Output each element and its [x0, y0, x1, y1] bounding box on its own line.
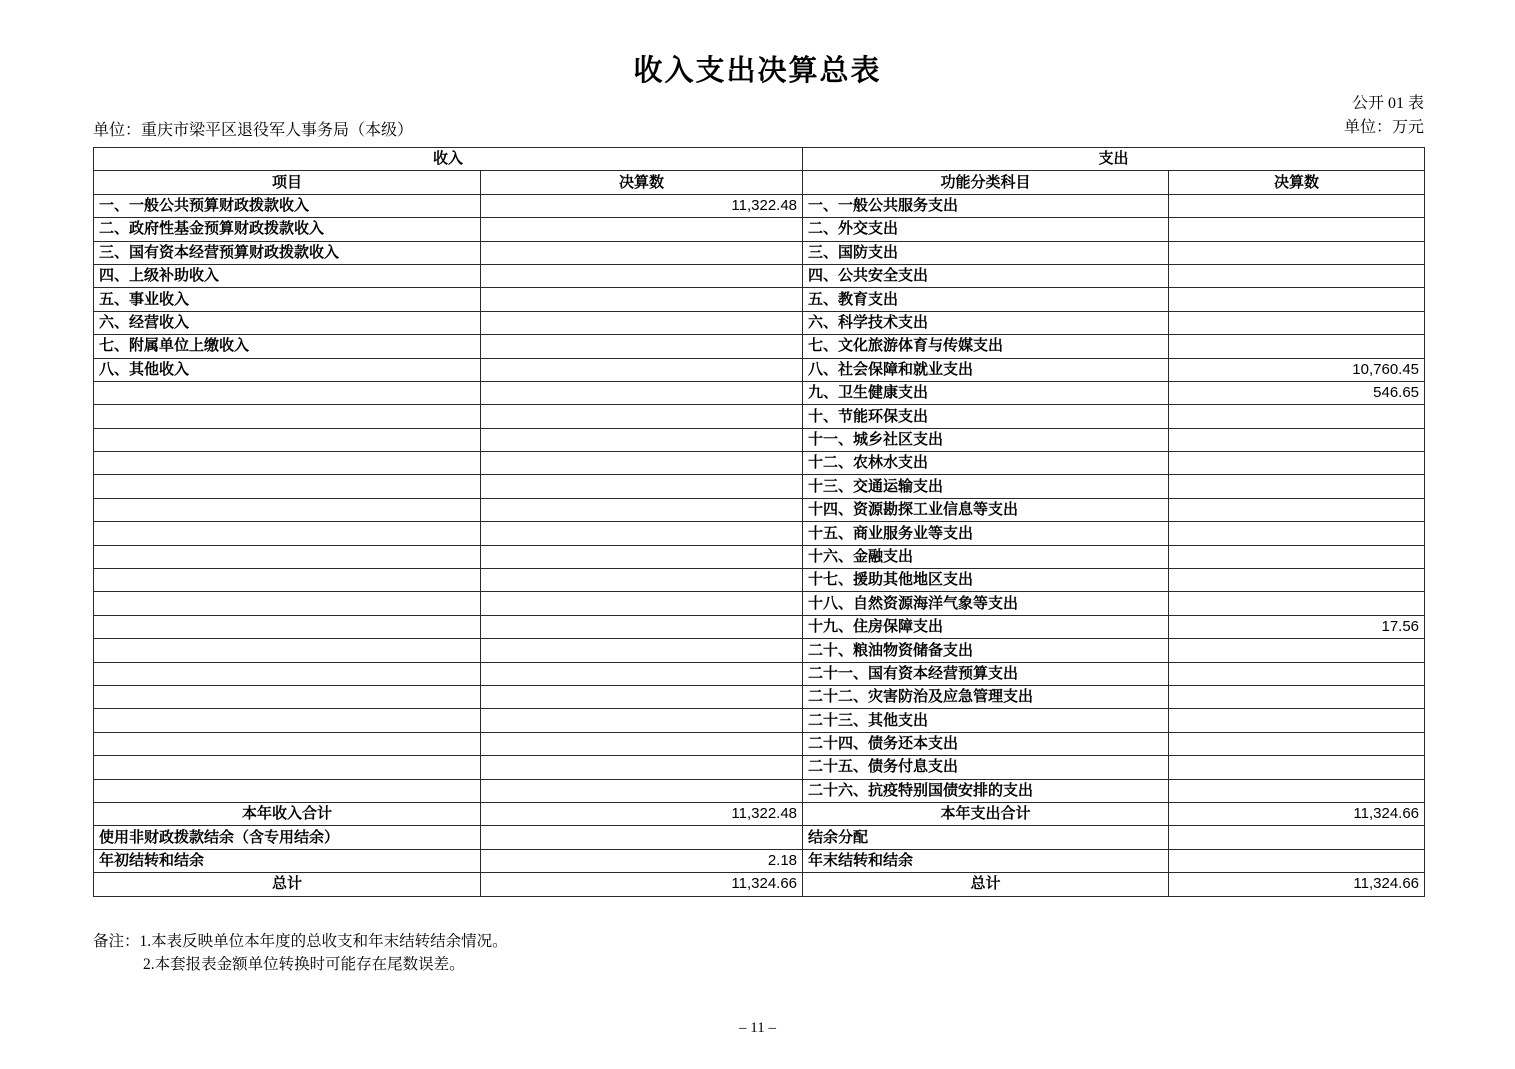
table-row	[94, 264, 1425, 287]
expenditure-item-cell: 十七、援助其他地区支出	[803, 569, 1169, 592]
expenditure-value-cell: 10,760.45	[1169, 358, 1425, 381]
income-item-cell	[94, 756, 481, 779]
income-value-cell	[481, 311, 803, 334]
expenditure-item-cell: 二十六、抗疫特别国债安排的支出	[803, 779, 1169, 802]
income-item-cell	[94, 685, 481, 708]
final-accounts-table	[93, 147, 1425, 897]
expenditure-item-cell: 四、公共安全支出	[803, 264, 1169, 287]
expenditure-section-header: 支出	[803, 148, 1425, 171]
page-number: – 11 –	[739, 1020, 776, 1036]
expenditure-value-cell	[1169, 522, 1425, 545]
expenditure-item-cell: 十六、金融支出	[803, 545, 1169, 568]
expenditure-item-cell: 结余分配	[803, 826, 1169, 849]
income-item-cell	[94, 662, 481, 685]
income-item-cell	[94, 405, 481, 428]
income-value-cell	[481, 826, 803, 849]
expenditure-value-cell	[1169, 779, 1425, 802]
income-item-col-header: 项目	[94, 171, 481, 194]
unit-of-measure: 单位：万元	[1343, 119, 1424, 136]
expenditure-item-cell: 九、卫生健康支出	[803, 381, 1169, 404]
income-item-cell	[94, 545, 481, 568]
income-item-cell	[94, 522, 481, 545]
income-value-cell	[481, 545, 803, 568]
income-value-cell	[481, 685, 803, 708]
expenditure-item-cell: 十九、住房保障支出	[803, 615, 1169, 638]
expenditure-value-cell: 11,324.66	[1169, 873, 1425, 896]
expenditure-value-cell: 17.56	[1169, 615, 1425, 638]
income-item-cell	[94, 592, 481, 615]
table-row	[94, 428, 1425, 451]
income-value-cell	[481, 428, 803, 451]
table-row	[94, 335, 1425, 358]
table-row	[94, 288, 1425, 311]
income-item-cell	[94, 569, 481, 592]
expenditure-value-cell	[1169, 311, 1425, 334]
income-value-cell: 11,324.66	[481, 873, 803, 896]
income-section-header: 收入	[94, 148, 803, 171]
income-item-cell	[94, 428, 481, 451]
table-row	[94, 452, 1425, 475]
expenditure-value-cell	[1169, 264, 1425, 287]
income-value-cell	[481, 709, 803, 732]
table-row	[94, 498, 1425, 521]
income-value-cell	[481, 498, 803, 521]
income-item-cell	[94, 732, 481, 755]
column-header-row	[94, 171, 1425, 194]
income-item-cell	[94, 452, 481, 475]
income-item-cell: 五、事业收入	[94, 288, 481, 311]
income-item-cell: 四、上级补助收入	[94, 264, 481, 287]
expenditure-item-cell: 五、教育支出	[803, 288, 1169, 311]
expenditure-value-cell	[1169, 452, 1425, 475]
income-item-cell: 六、经营收入	[94, 311, 481, 334]
table-row	[94, 779, 1425, 802]
table-row	[94, 756, 1425, 779]
table-row	[94, 709, 1425, 732]
income-value-cell	[481, 592, 803, 615]
expenditure-value-cell	[1169, 288, 1425, 311]
expenditure-item-cell: 七、文化旅游体育与传媒支出	[803, 335, 1169, 358]
table-row	[94, 615, 1425, 638]
expenditure-value-cell: 11,324.66	[1169, 802, 1425, 825]
expenditure-item-cell: 十三、交通运输支出	[803, 475, 1169, 498]
income-item-cell: 二、政府性基金预算财政拨款收入	[94, 218, 481, 241]
expenditure-item-cell: 年末结转和结余	[803, 849, 1169, 872]
income-value-cell	[481, 264, 803, 287]
income-item-cell: 本年收入合计	[94, 802, 481, 825]
footnote-line-2: 2.本套报表金额单位转换时可能存在尾数误差。	[143, 956, 465, 973]
table-row	[94, 826, 1425, 849]
table-row	[94, 732, 1425, 755]
table-row	[94, 381, 1425, 404]
income-value-cell	[481, 732, 803, 755]
income-value-cell	[481, 569, 803, 592]
income-value-cell: 11,322.48	[481, 802, 803, 825]
table-row	[94, 873, 1425, 896]
expenditure-value-cell	[1169, 709, 1425, 732]
expenditure-item-cell: 总计	[803, 873, 1169, 896]
expenditure-item-cell: 本年支出合计	[803, 802, 1169, 825]
income-value-cell	[481, 405, 803, 428]
income-item-cell: 一、一般公共预算财政拨款收入	[94, 194, 481, 217]
expenditure-value-cell	[1169, 849, 1425, 872]
income-value-cell	[481, 452, 803, 475]
expenditure-item-cell: 一、一般公共服务支出	[803, 194, 1169, 217]
expenditure-item-cell: 十五、商业服务业等支出	[803, 522, 1169, 545]
expenditure-item-cell: 十一、城乡社区支出	[803, 428, 1169, 451]
table-row	[94, 241, 1425, 264]
expenditure-item-cell: 十、节能环保支出	[803, 405, 1169, 428]
expenditure-item-cell: 二十三、其他支出	[803, 709, 1169, 732]
income-item-cell: 三、国有资本经营预算财政拨款收入	[94, 241, 481, 264]
expenditure-item-cell: 二十四、债务还本支出	[803, 732, 1169, 755]
income-item-cell	[94, 498, 481, 521]
income-value-cell: 2.18	[481, 849, 803, 872]
income-item-cell	[94, 615, 481, 638]
income-item-cell: 使用非财政拨款结余（含专用结余）	[94, 826, 481, 849]
expenditure-value-cell	[1169, 194, 1425, 217]
table-row	[94, 194, 1425, 217]
expenditure-item-cell: 二十二、灾害防治及应急管理支出	[803, 685, 1169, 708]
expenditure-item-col-header: 功能分类科目	[803, 171, 1169, 194]
expenditure-item-cell: 二十五、债务付息支出	[803, 756, 1169, 779]
table-row	[94, 639, 1425, 662]
page-title: 收入支出决算总表	[633, 55, 882, 87]
income-item-cell	[94, 709, 481, 732]
unit-name: 单位：重庆市梁平区退役军人事务局（本级）	[93, 122, 414, 139]
income-value-cell	[481, 756, 803, 779]
income-item-cell: 八、其他收入	[94, 358, 481, 381]
expenditure-value-cell	[1169, 498, 1425, 521]
expenditure-value-cell	[1169, 335, 1425, 358]
expenditure-value-cell	[1169, 592, 1425, 615]
expenditure-value-cell	[1169, 218, 1425, 241]
table-row	[94, 802, 1425, 825]
table-row	[94, 311, 1425, 334]
table-row	[94, 218, 1425, 241]
footnotes	[93, 930, 508, 976]
expenditure-value-cell	[1169, 732, 1425, 755]
table-row	[94, 522, 1425, 545]
income-value-cell	[481, 779, 803, 802]
expenditure-item-cell: 十八、自然资源海洋气象等支出	[803, 592, 1169, 615]
footnote-line-1: 备注：1.本表反映单位本年度的总收支和年末结转结余情况。	[93, 933, 508, 950]
income-item-cell	[94, 381, 481, 404]
expenditure-item-cell: 二、外交支出	[803, 218, 1169, 241]
income-value-cell	[481, 639, 803, 662]
income-value-cell	[481, 662, 803, 685]
income-value-cell	[481, 615, 803, 638]
income-value-cell	[481, 335, 803, 358]
expenditure-value-cell	[1169, 685, 1425, 708]
income-item-cell: 总计	[94, 873, 481, 896]
expenditure-item-cell: 八、社会保障和就业支出	[803, 358, 1169, 381]
expenditure-value-cell	[1169, 545, 1425, 568]
table-row	[94, 475, 1425, 498]
table-row	[94, 662, 1425, 685]
expenditure-value-cell	[1169, 639, 1425, 662]
income-item-cell	[94, 639, 481, 662]
income-value-cell	[481, 288, 803, 311]
income-value-cell	[481, 475, 803, 498]
income-value-cell	[481, 218, 803, 241]
income-item-cell: 年初结转和结余	[94, 849, 481, 872]
expenditure-value-cell	[1169, 428, 1425, 451]
table-row	[94, 545, 1425, 568]
income-value-col-header: 决算数	[481, 171, 803, 194]
income-item-cell	[94, 779, 481, 802]
income-value-cell: 11,322.48	[481, 194, 803, 217]
table-row	[94, 358, 1425, 381]
expenditure-value-col-header: 决算数	[1169, 171, 1425, 194]
income-value-cell	[481, 241, 803, 264]
income-value-cell	[481, 522, 803, 545]
expenditure-value-cell	[1169, 569, 1425, 592]
expenditure-item-cell: 二十一、国有资本经营预算支出	[803, 662, 1169, 685]
expenditure-value-cell: 546.65	[1169, 381, 1425, 404]
table-body	[94, 148, 1425, 897]
expenditure-value-cell	[1169, 826, 1425, 849]
expenditure-value-cell	[1169, 405, 1425, 428]
meta-right-block	[1344, 92, 1424, 140]
expenditure-item-cell: 十二、农林水支出	[803, 452, 1169, 475]
section-header-row	[94, 148, 1425, 171]
table-row	[94, 592, 1425, 615]
table-row	[94, 405, 1425, 428]
expenditure-item-cell: 三、国防支出	[803, 241, 1169, 264]
expenditure-value-cell	[1169, 662, 1425, 685]
table-code: 公开 01 表	[1351, 95, 1424, 112]
expenditure-value-cell	[1169, 241, 1425, 264]
expenditure-value-cell	[1169, 756, 1425, 779]
table-row	[94, 849, 1425, 872]
income-value-cell	[481, 381, 803, 404]
expenditure-item-cell: 十四、资源勘探工业信息等支出	[803, 498, 1169, 521]
income-item-cell	[94, 475, 481, 498]
expenditure-item-cell: 二十、粮油物资储备支出	[803, 639, 1169, 662]
expenditure-value-cell	[1169, 475, 1425, 498]
income-item-cell: 七、附属单位上缴收入	[94, 335, 481, 358]
table-row	[94, 685, 1425, 708]
income-value-cell	[481, 358, 803, 381]
expenditure-item-cell: 六、科学技术支出	[803, 311, 1169, 334]
table-row	[94, 569, 1425, 592]
